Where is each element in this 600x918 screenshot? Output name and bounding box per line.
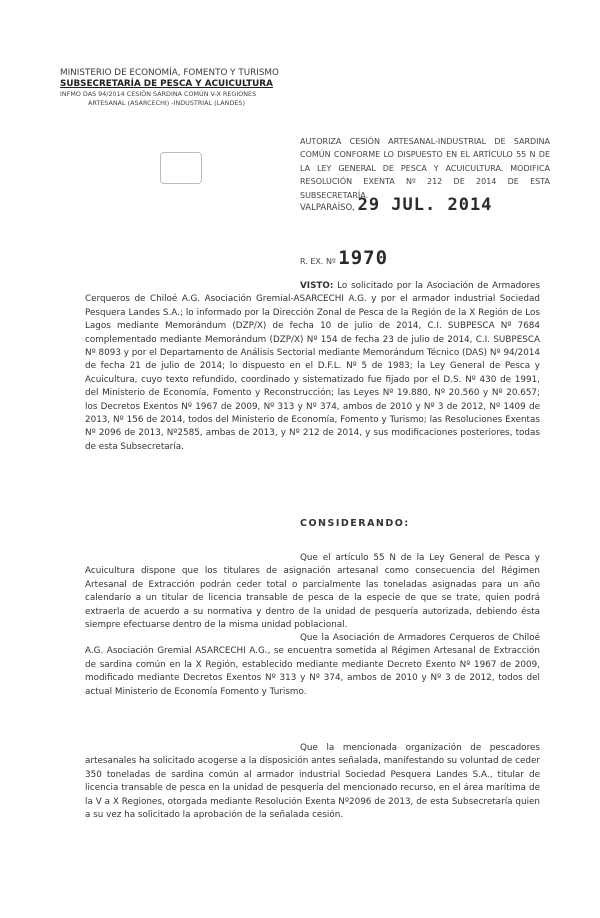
resolution-summary: AUTORIZA CESIÓN ARTESANAL-INDUSTRIAL DE SARDINA COMÚN CONFORME LO DISPUESTO EN EL ARTÍCULO 55 N DE LA LEY GENERAL DE PESCA Y ACUICULTURA. MODIFICA RESOLUCIÓN EXENTA Nº 212 DE 2014 DE ESTA SUBSECRETARÍA. (300, 137, 550, 200)
memo-reference-line2: ARTESANAL (ASARCECHI) -INDUSTRIAL (LANDES) (88, 99, 245, 107)
considerando-heading: CONSIDERANDO: (300, 518, 410, 529)
visto-paragraph (85, 280, 540, 454)
ministry-name: MINISTERIO DE ECONOMÍA, FOMENTO Y TURISMO (60, 68, 279, 78)
resolution-number-line (300, 247, 388, 269)
letterhead (60, 68, 320, 108)
date-place: VALPARAÍSO, (300, 203, 355, 213)
considerando-paragraph-3: Que la mencionada organización de pescadores artesanales ha solicitado acogerse a la disposición antes señalada, manifestando su voluntad de ceder 350 toneladas de sardina común al armador industrial Sociedad Pesquera Landes S.A., titular de licencia transable de pesca en la unidad de pesquería del mencionado recurso, en el área marítima de la V a X Regiones, otorgada mediante Resolución Exenta Nº2096 de 2013, de esta Subsecretaría quien a su vez ha solicitado la aprobación de la señalada cesión. (85, 743, 540, 821)
visto-text: Lo solicitado por la Asociación de Armadores Cerqueros de Chiloé A.G. Asociación Gremial-ASARCECHI A.G. y por el armador industrial Sociedad Pesquera Landes S.A.; lo informado por la Dirección Zonal de Pesca de la Región de la X Región de Los Lagos mediante Memorándum (DZP/X) de fecha 10 de julio de 2014, C.I. SUBPESCA Nº 7684 complementado mediante Memorándum (DZP/X) Nº 154 de fecha 23 de julio de 2014, C.I. SUBPESCA Nº 8093 y por el Departamento de Análisis Sectorial mediante Memorándum Técnico (DAS) Nº 94/2014 de fecha 21 de julio de 2014; lo dispuesto en el D.F.L. Nº 5 de 1983; la Ley General de Pesca y Acuicultura, cuyo texto refundido, coordinado y sistematizado fue fijado por el D.S. Nº 430 de 1991, del Ministerio de Economía, Fomento y Reconstrucción; las Leyes Nº 19.880, Nº 20.560 y Nº 20.657; los Decretos Exentos Nº 1967 de 2009, Nº 313 y Nº 374, ambos de 2010 y Nº 3 de 2012, Nº 1409 de 2013, Nº 156 de 2014, todos del Ministerio de Economía, Fomento y Turismo; las Resoluciones Exentas Nº 2096 de 2013, Nº2585, ambas de 2013, y Nº 212 de 2014, y sus modificaciones posteriores, todas de esta Subsecretaría. (85, 281, 540, 452)
handwritten-date: 29 JUL. 2014 (357, 195, 493, 215)
considerando-paragraph-1: Que el artículo 55 N de la Ley General de Pesca y Acuicultura dispone que los titulares de asignación artesanal como consecuencia del Régimen Artesanal de Extracción podrán ceder total o parcialmente las toneladas asignadas para un año calendario a un titular de licencia transable de pesca de la especie de que se trate, quien podrá extraerla de acuerdo a su normativa y dentro de la unidad de pesquería autorizada, debiendo ésta siempre efectuarse dentro de la misma unidad poblacional. (85, 553, 540, 631)
rex-number: 1970 (338, 247, 389, 269)
memo-reference-line1: INFMO DAS 94/2014 CESIÓN SARDINA COMÚN V-X REGIONES (60, 90, 257, 98)
subsecretaria-name: SUBSECRETARÍA DE PESCA Y ACUICULTURA (60, 79, 273, 89)
rex-label: R. EX. Nº (300, 257, 336, 266)
faint-stamp (160, 152, 202, 184)
date-line (300, 195, 492, 215)
visto-label: VISTO: (300, 281, 334, 291)
considerando-paragraph-2: Que la Asociación de Armadores Cerqueros de Chiloé A.G. Asociación Gremial ASARCECHI A.G., se encuentra sometida al Régimen Artesanal de Extracción de sardina común en la X Región, establecido mediante mediante Decreto Exento Nº 1967 de 2009, modificado mediante Decretos Exentos Nº 313 y Nº 374, ambos de 2010 y Nº 3 de 2012, todos del actual Ministerio de Economía Fomento y Turismo. (85, 633, 540, 697)
